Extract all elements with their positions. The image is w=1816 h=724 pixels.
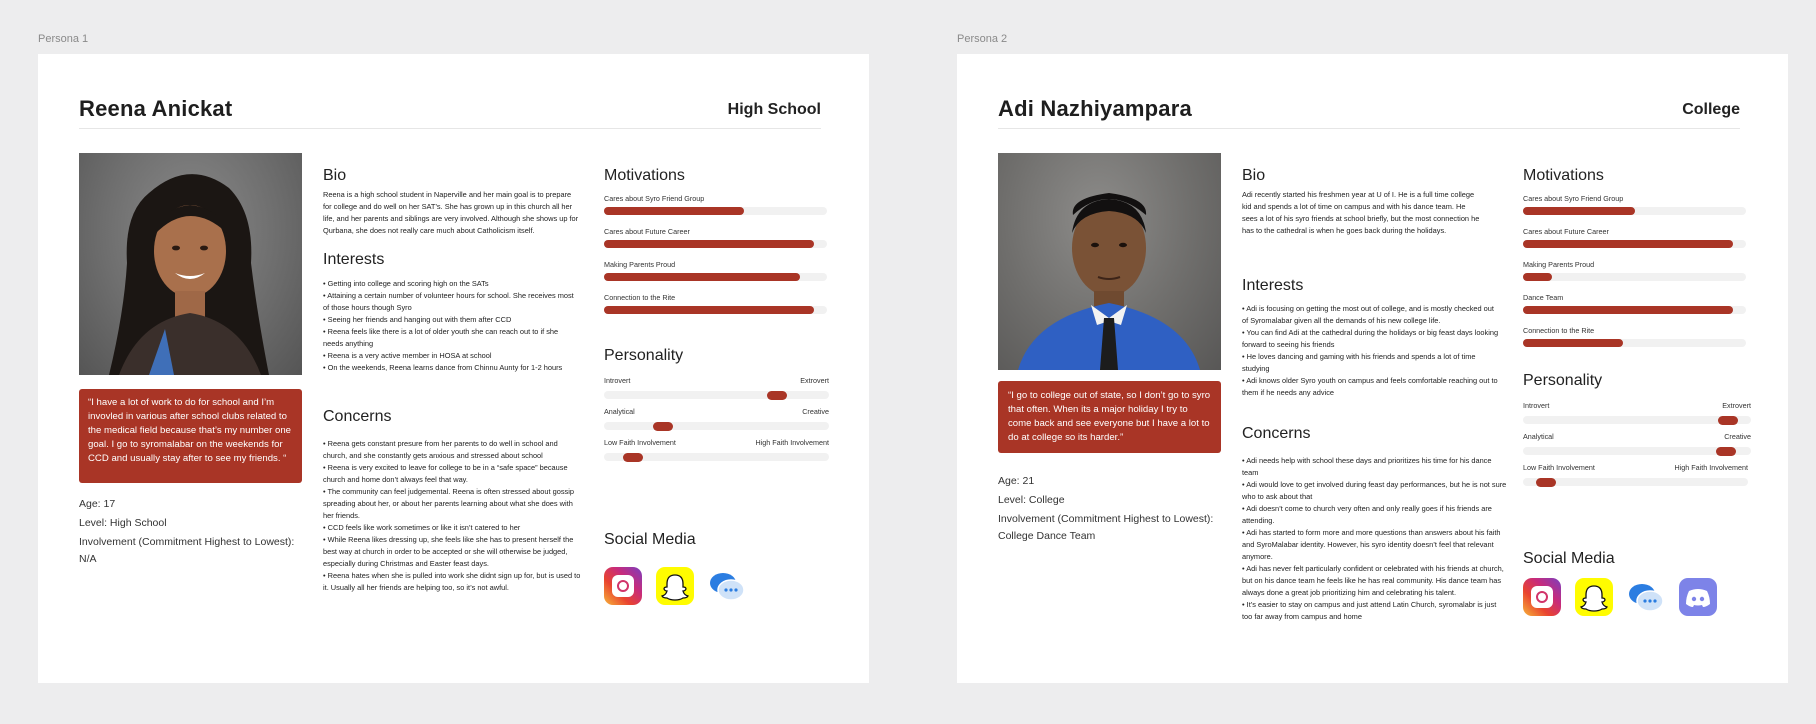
list-item: • Reena hates when she is pulled into work she didnt sign up for, but is used to it. Usually all her friends are helping too, so it’s not awful.: [323, 571, 581, 592]
list-item: • Reena feels like there is a lot of older youth she can reach out to if she needs anything: [323, 327, 559, 348]
messages-icon[interactable]: [708, 567, 746, 605]
concerns-title: Concerns: [1242, 425, 1311, 442]
list-item: • Getting into college and scoring high on the SATs: [323, 279, 489, 288]
personality-right-label: High Faith Involvement: [1674, 463, 1748, 472]
personality-left-label: Introvert: [1523, 401, 1550, 410]
motivation-fill: [1523, 273, 1552, 281]
header-divider: [79, 128, 821, 129]
persona-age: Age: 17: [79, 498, 116, 510]
persona-quote: “I go to college out of state, so I don’t go to syro that often. When its a major holiday I try to come back and see everyone but I have a lot to do at college so its harder.”: [998, 381, 1221, 453]
personality-track: [1523, 478, 1748, 486]
personality-left-label: Analytical: [604, 407, 635, 416]
motivation-bar-5: [1523, 326, 1746, 347]
motivation-bar-1: [604, 194, 827, 215]
persona-name: Adi Nazhiyampara: [998, 96, 1192, 121]
personality-knob: [623, 453, 643, 462]
list-item: • The community can feel judgemental. Reena is often stressed about gossip spreading about her, or about her parents learning about what she does with her friends.: [323, 487, 575, 520]
personality-track: [604, 453, 829, 461]
personality-knob: [1716, 447, 1736, 456]
persona-involvement-label: Involvement (Commitment Highest to Lowest):: [998, 513, 1214, 525]
list-item: • Reena is a very active member in HOSA at school: [323, 351, 492, 360]
persona-meta: [998, 472, 1238, 544]
personality-left-label: Low Faith Involvement: [604, 438, 676, 447]
motivations-title: Motivations: [604, 167, 685, 184]
persona-card-2[interactable]: [957, 54, 1788, 683]
motivation-track: [1523, 207, 1746, 215]
persona-involvement-value: N/A: [79, 553, 97, 565]
bio-text: Reena is a high school student in Naperville and her main goal is to prepare for college and do well on her SAT’s. She has grown up in this church all her life, and her parents and siblings are very involved. Although she shows up for Qurbana, she does not really care much about Catholicism itself.: [323, 190, 579, 235]
personality-knob: [767, 391, 787, 400]
header-divider: [998, 128, 1740, 129]
bio-text: Adi recently started his freshmen year at U of I. He is a full time college kid and spends a lot of time on campus and with his dance team. He sees a lot of his syro friends at school briefly, but the most connection he has to the cathedral is when he goes back during the holidays.: [1242, 190, 1480, 235]
motivation-track: [1523, 306, 1746, 314]
persona-involvement-value: College Dance Team: [998, 530, 1096, 542]
motivation-track: [1523, 240, 1746, 248]
list-item: • Reena is very excited to leave for college to be in a “safe space” because church and home don’t always feel that way.: [323, 463, 568, 484]
personality-right-label: Creative: [802, 407, 829, 416]
social-media-title: Social Media: [604, 531, 696, 548]
motivation-track: [604, 240, 827, 248]
persona-name: Reena Anickat: [79, 96, 233, 121]
messages-icon[interactable]: [1627, 578, 1665, 616]
motivation-label: Cares about Future Career: [1523, 227, 1609, 236]
persona-photo: [998, 153, 1221, 370]
personality-right-label: Extrovert: [800, 376, 829, 385]
personality-slider-2: [604, 407, 829, 430]
persona-meta: [79, 495, 319, 567]
personality-right-label: High Faith Involvement: [755, 438, 829, 447]
list-item: • It’s easier to stay on campus and just attend Latin Church, syromalabr is just too far away from campus and home: [1242, 600, 1497, 621]
motivation-label: Cares about Future Career: [604, 227, 690, 236]
bio-title: Bio: [323, 167, 347, 184]
concerns-list: [1242, 455, 1507, 623]
frame-label-persona-2[interactable]: Persona 2: [957, 33, 1008, 45]
list-item: • Seeing her friends and hanging out with them after CCD: [323, 315, 512, 324]
list-item: • Attaining a certain number of volunteer hours for school. She receives most of those hours though Syro: [323, 291, 574, 312]
motivations-title: Motivations: [1523, 167, 1604, 184]
concerns-title: Concerns: [323, 408, 392, 425]
interests-title: Interests: [323, 251, 385, 268]
personality-left-label: Low Faith Involvement: [1523, 463, 1595, 472]
personality-slider-3: [1523, 463, 1748, 486]
persona-age: Age: 21: [998, 475, 1035, 487]
interests-list: [1242, 303, 1502, 399]
frame-label-persona-1[interactable]: Persona 1: [38, 33, 89, 45]
list-item: • On the weekends, Reena learns dance from Chinnu Aunty for 1-2 hours: [323, 363, 563, 372]
personality-slider-1: [1523, 401, 1751, 424]
motivation-bar-2: [604, 227, 827, 248]
list-item: • Reena gets constant presure from her parents to do well in school and church, and she constantly gets anxious and stressed about school: [323, 439, 558, 460]
social-media-icons: [1523, 578, 1717, 616]
motivation-label: Making Parents Proud: [1523, 260, 1595, 269]
motivation-label: Cares about Syro Friend Group: [604, 194, 705, 203]
motivation-fill: [604, 273, 800, 281]
motivation-track: [1523, 273, 1746, 281]
list-item: • You can find Adi at the cathedral during the holidays or big feast days looking forward to seeing his friends: [1242, 328, 1499, 349]
motivation-track: [1523, 339, 1746, 347]
motivation-label: Connection to the Rite: [604, 293, 676, 302]
motivation-bar-1: [1523, 194, 1746, 215]
instagram-icon[interactable]: [1523, 578, 1561, 616]
list-item: • Adi has started to form more and more questions than answers about his faith and SyroMalabar identity. However, his syro identity doesn’t feel that relevant anymore.: [1242, 528, 1501, 561]
persona-involvement-label: Involvement (Commitment Highest to Lowest):: [79, 536, 295, 548]
personality-title: Personality: [604, 347, 684, 364]
list-item: • While Reena likes dressing up, she feels like she has to present herself the best way at church in order to be accepted or she will otherwise be judged, especially during Christmas and Easter feast days.: [323, 535, 574, 568]
list-item: • Adi needs help with school these days and prioritizes his time for his dance team: [1242, 456, 1492, 477]
motivation-fill: [604, 306, 814, 314]
persona-level: Level: College: [998, 494, 1065, 506]
motivation-bar-4: [1523, 293, 1746, 314]
motivation-fill: [604, 240, 814, 248]
list-item: • He loves dancing and gaming with his friends and spends a lot of time studying: [1242, 352, 1476, 373]
personality-left-label: Analytical: [1523, 432, 1554, 441]
snapchat-icon[interactable]: [656, 567, 694, 605]
personality-right-label: Creative: [1724, 432, 1751, 441]
personality-knob: [1536, 478, 1556, 487]
persona-quote: “I have a lot of work to do for school and I’m invovled in various after school clubs related to the medical field because that’s my number one goal. I go to syromalabar on the weekends for CCD and usually stay after to see my friends. “: [79, 389, 302, 483]
personality-right-label: Extrovert: [1722, 401, 1751, 410]
interests-list: [323, 278, 580, 374]
personality-track: [604, 391, 829, 399]
concerns-list: [323, 438, 583, 594]
motivation-fill: [604, 207, 744, 215]
interests-title: Interests: [1242, 277, 1304, 294]
persona-level-header: College: [1682, 101, 1740, 118]
personality-knob: [653, 422, 673, 431]
personality-track: [1523, 416, 1751, 424]
motivation-label: Cares about Syro Friend Group: [1523, 194, 1624, 203]
list-item: • CCD feels like work sometimes or like it isn’t catered to her: [323, 523, 521, 532]
list-item: • Adi would love to get involved during feast day performances, but he is not sure who to ask about that: [1242, 480, 1507, 501]
personality-slider-3: [604, 438, 829, 461]
personality-slider-1: [604, 376, 829, 399]
motivation-label: Dance Team: [1523, 293, 1564, 302]
list-item: • Adi is focusing on getting the most out of college, and is mostly checked out of Syromalabar given all the demands of his new college life.: [1242, 304, 1494, 325]
personality-track: [1523, 447, 1751, 455]
personality-title: Personality: [1523, 372, 1603, 389]
list-item: • Adi knows older Syro youth on campus and feels comfortable reaching out to them if he needs any advice: [1242, 376, 1498, 397]
motivation-bar-3: [1523, 260, 1746, 281]
persona-photo: [79, 153, 302, 375]
persona-level-header: High School: [727, 101, 821, 118]
motivation-bar-2: [1523, 227, 1746, 248]
motivation-bar-3: [604, 260, 827, 281]
personality-knob: [1718, 416, 1738, 425]
motivation-track: [604, 273, 827, 281]
social-media-icons: [604, 567, 746, 605]
personality-track: [604, 422, 829, 430]
personality-left-label: Introvert: [604, 376, 631, 385]
list-item: • Adi has never felt particularly confident or celebrated with his friends at church, but on his dance team he feels like he has real community. His dance team has always done a great job prioritizing him and celebrating his talent.: [1242, 564, 1504, 597]
motivation-fill: [1523, 240, 1733, 248]
snapchat-icon[interactable]: [1575, 578, 1613, 616]
list-item: • Adi doesn’t come to church very often and only really goes if his friends are attending.: [1242, 504, 1492, 525]
motivation-label: Connection to the Rite: [1523, 326, 1595, 335]
bio-title: Bio: [1242, 167, 1266, 184]
discord-icon[interactable]: [1679, 578, 1717, 616]
motivation-label: Making Parents Proud: [604, 260, 676, 269]
motivation-track: [604, 306, 827, 314]
motivation-fill: [1523, 306, 1733, 314]
persona-card-1[interactable]: [38, 54, 869, 683]
persona-level: Level: High School: [79, 517, 167, 529]
instagram-icon[interactable]: [604, 567, 642, 605]
personality-slider-2: [1523, 432, 1751, 455]
motivation-track: [604, 207, 827, 215]
motivation-fill: [1523, 339, 1623, 347]
motivation-bar-4: [604, 293, 827, 314]
social-media-title: Social Media: [1523, 550, 1615, 567]
motivation-fill: [1523, 207, 1635, 215]
